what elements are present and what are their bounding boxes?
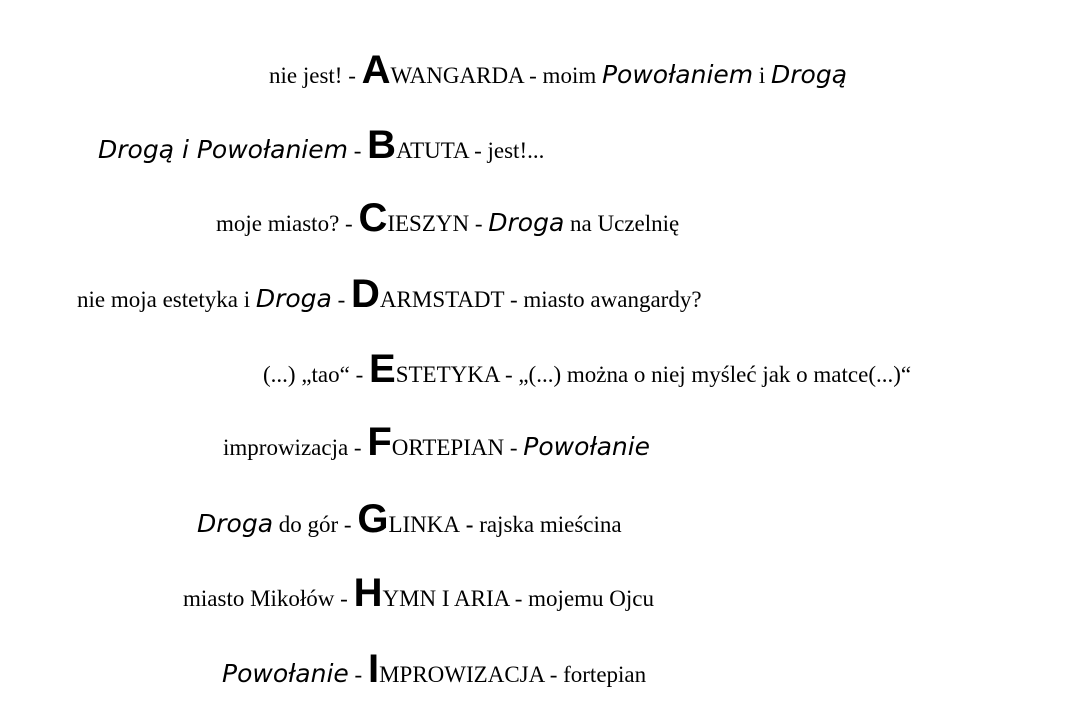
acrostic-line-e [263, 349, 911, 389]
line-d-suffix: - miasto awangardy? [504, 287, 702, 312]
line-f-keyword: ORTEPIAN [391, 435, 505, 460]
line-g-suffix: rajska mieścina [479, 512, 622, 537]
line-g-initial: G [357, 497, 389, 541]
line-i-suffix: - fortepian [543, 662, 647, 687]
acrostic-line-c [216, 198, 679, 238]
line-g-dash: - [460, 512, 480, 537]
line-c-keyword: IESZYN [387, 211, 470, 236]
line-a-prefix: nie jest! - [269, 63, 362, 88]
acrostic-line-i [222, 649, 646, 689]
line-d-prefix: nie moja estetyka i [77, 287, 256, 312]
line-a-italic-2: Drogą [771, 60, 848, 89]
line-d-italic-1: Droga [255, 284, 332, 313]
line-f-italic-1: Powołanie [523, 432, 651, 461]
acrostic-line-d [77, 274, 702, 314]
line-h-keyword: YMN I ARIA [382, 586, 509, 611]
line-c-prefix: moje miasto? - [216, 211, 359, 236]
line-g-prefix: do gór - [273, 512, 358, 537]
line-f-dash: - [504, 435, 524, 460]
line-c-dash: - [469, 211, 489, 236]
line-e-suffix: - „(...) można o niej myśleć jak o matce(...)“ [499, 362, 912, 387]
line-f-initial: F [367, 420, 392, 464]
line-b-italic-1: Drogą i Powołaniem [98, 135, 348, 164]
line-g-italic-1: Droga [197, 509, 274, 538]
line-b-initial: B [367, 123, 397, 167]
line-h-suffix: - mojemu Ojcu [509, 586, 654, 611]
line-b-keyword: ATUTA [396, 138, 469, 163]
acrostic-line-g [197, 499, 622, 539]
line-c-initial: C [358, 196, 388, 240]
line-e-keyword: STETYKA [395, 362, 500, 387]
line-h-prefix: miasto Mikołów - [183, 586, 354, 611]
line-c-suffix: na Uczelnię [564, 211, 680, 236]
line-i-keyword: MPROWIZACJA [379, 662, 544, 687]
line-d-dash: - [331, 287, 352, 312]
line-f-prefix: improwizacja - [223, 435, 368, 460]
line-a-suffix: - moim [523, 63, 602, 88]
line-h-initial: H [353, 571, 383, 615]
line-i-prefix: - [348, 662, 368, 687]
line-a-keyword: WANGARDA [390, 63, 524, 88]
line-i-italic-1: Powołanie [222, 659, 349, 688]
line-i-initial: I [367, 647, 380, 691]
line-a-italic-1: Powołaniem [601, 60, 754, 89]
line-a-initial: A [361, 48, 391, 92]
line-a-conjunction: i [753, 63, 772, 88]
line-g-keyword: LINKA [388, 512, 461, 537]
line-e-initial: E [369, 347, 396, 391]
acrostic-line-a [269, 50, 847, 90]
line-d-initial: D [351, 272, 380, 316]
acrostic-line-f [223, 422, 650, 462]
line-b-prefix: - [348, 138, 368, 163]
acrostic-line-h [183, 573, 654, 613]
line-c-italic-1: Droga [488, 208, 565, 237]
acrostic-line-b [98, 125, 544, 165]
line-b-suffix: - jest!... [468, 138, 545, 163]
line-e-prefix: (...) „tao“ - [263, 362, 369, 387]
line-d-keyword: ARMSTADT [379, 287, 505, 312]
